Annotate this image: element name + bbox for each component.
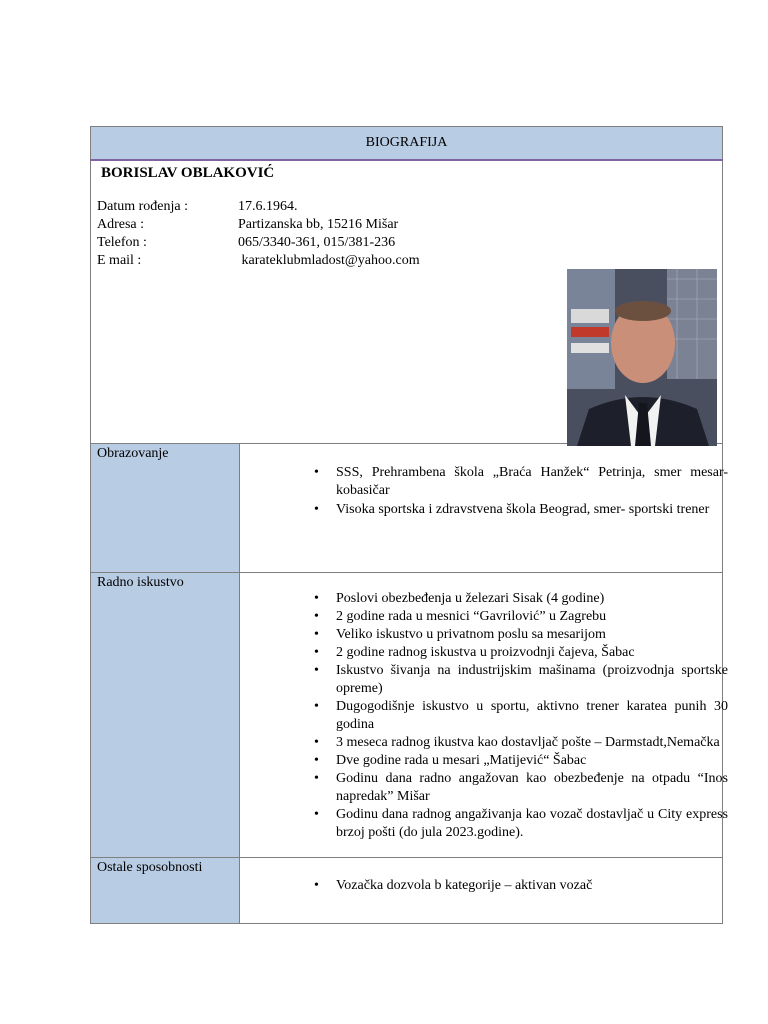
work-experience-section: [240, 573, 728, 858]
info-label: Telefon :: [97, 235, 147, 250]
education-list: [336, 464, 728, 520]
list-item: • 3 meseca radnog ikustva kao dostavljač pošte – Darmstadt,Nemačka: [336, 734, 728, 752]
portrait-photo: [567, 269, 717, 446]
list-item: • Veliko iskustvo u privatnom poslu sa mesarijom: [336, 626, 728, 644]
list-item: • Godinu dana radno angažovan kao obezbeđenje na otpadu “Inos napredak” Mišar: [336, 770, 728, 806]
info-row-address: [97, 216, 420, 234]
list-item: • Dve godine rada u mesari „Matijević“ Šabac: [336, 752, 728, 770]
info-value: 065/3340-361, 015/381-236: [238, 235, 396, 250]
personal-info-list: [97, 198, 420, 270]
list-item: • Dugogodišnje iskustvo u sportu, aktivno trener karatea punih 30 godina: [336, 698, 728, 734]
other-skills-section: [240, 858, 723, 924]
info-value: 17.6.1964.: [238, 199, 298, 214]
list-item: • Poslovi obezbeđenja u železari Sisak (4 godine): [336, 590, 728, 608]
info-value: Partizanska bb, 15216 Mišar: [238, 217, 399, 232]
info-label: Datum rođenja :: [97, 199, 188, 214]
person-name: BORISLAV OBLAKOVIĆ: [101, 165, 275, 181]
list-item: • Iskustvo šivanja na industrijskim mašinama (proizvodnja sportske opreme): [336, 662, 728, 698]
list-item: • 2 godine rada u mesnici “Gavrilović” u Zagrebu: [336, 608, 728, 626]
education-section: [240, 444, 728, 573]
info-label: E mail :: [97, 253, 142, 268]
info-row-phone: [97, 234, 420, 252]
list-item: • Godinu dana radnog angaživanja kao vozač dostavljač u City express brzoj pošti (do jula 2023.godine).: [336, 806, 728, 842]
list-item: • Vozačka dozvola b kategorije – aktivan vozač: [336, 877, 728, 895]
section-label-education: Obrazovanje: [91, 444, 240, 573]
document-title: BIOGRAFIJA: [91, 127, 723, 161]
section-label-work: Radno iskustvo: [91, 573, 240, 858]
list-item: • 2 godine radnog iskustva u proizvodnji čajeva, Šabac: [336, 644, 728, 662]
list-item: • Visoka sportska i zdravstvena škola Beograd, smer- sportski trener: [336, 501, 728, 519]
info-value: karateklubmladost@yahoo.com: [238, 253, 420, 268]
other-skills-list: [336, 877, 728, 895]
work-experience-list: [336, 590, 728, 842]
list-item: • SSS, Prehrambena škola „Braća Hanžek“ Petrinja, smer mesar-kobasičar: [336, 464, 728, 500]
info-label: Adresa :: [97, 217, 145, 232]
portrait-illustration: [567, 269, 717, 446]
info-row-birthdate: [97, 198, 420, 216]
biography-table: [90, 126, 728, 924]
info-row-email: [97, 252, 420, 270]
section-label-other: Ostale sposobnosti: [91, 858, 240, 924]
personal-info-section: [91, 160, 723, 444]
